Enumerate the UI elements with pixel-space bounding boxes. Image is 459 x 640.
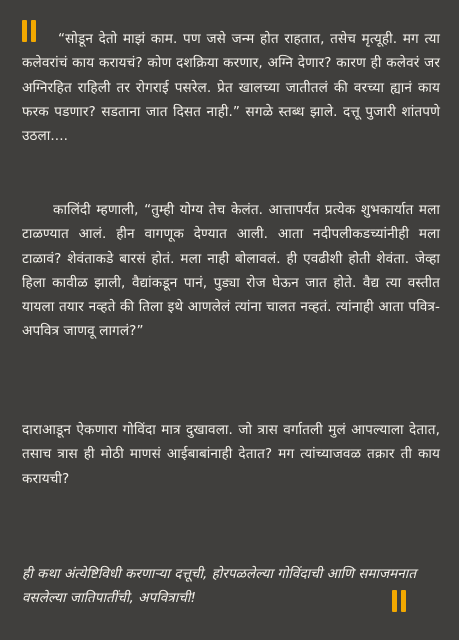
paragraph-2: कालिंदी म्हणाली, “तुम्ही योग्य तेच केलंत. आत्तापर्यंत प्रत्येक शुभकार्यात मला टाळण्यात आलं. हीन वागणूक देण्यात आली. आता नदीपलीकडच्यांनीही मला टाळावं? शेवंताकडे बारसं होतं. मला नाही बोलावलं. ही एवढीशी होती शेवंता. जेव्हा हिला कावीळ झाली, वैद्यांकडून पानं, पुड्या रोज घेऊन जात होते. वैद्य त्या वस्तीत यायला तयार नव्हते की तिला इथे आणलेलं त्यांना चालत नव्हतं. त्यांनाही आता पवित्र-अपवित्र जाणवू लागलं?”	[22, 202, 440, 340]
paragraph-3: दाराआडून ऐकणारा गोविंदा मात्र दुखावला. जो त्रास वर्गातली मुलं आपल्याला देतात, तसाच त्रास ही मोठी माणसं आईबाबांनाही देतात? मग त्यांच्याजवळ तक्रार ती काय करायची?	[22, 422, 440, 487]
tagline: ही कथा अंत्येष्टिविधी करणाऱ्या दत्तूची, होरपळलेल्या गोविंदाची आणि समाजमनात वसलेल्या जातिपातींची, अपवित्राची!	[22, 566, 417, 607]
closing-quote-bars-icon	[392, 590, 406, 612]
paragraph-1: “सोडून देतो माझं काम. पण जसे जन्म होत राहतात, तसेच मृत्यूही. मग त्या कलेवरांचं काय करायचं? कोण दशक्रिया करणार, अग्नि देणार? कारण ही कलेवरं जर अग्निरहित राहिली तर रोगराई पसरेल. प्रेत खालच्या जातीतलं की वरच्या ह्यानं काय फरक पडणार? सडताना जात दिसत नाही.” सगळे स्तब्ध झाले. दत्तू पुजारी शांतपणे उठला....	[22, 31, 440, 145]
